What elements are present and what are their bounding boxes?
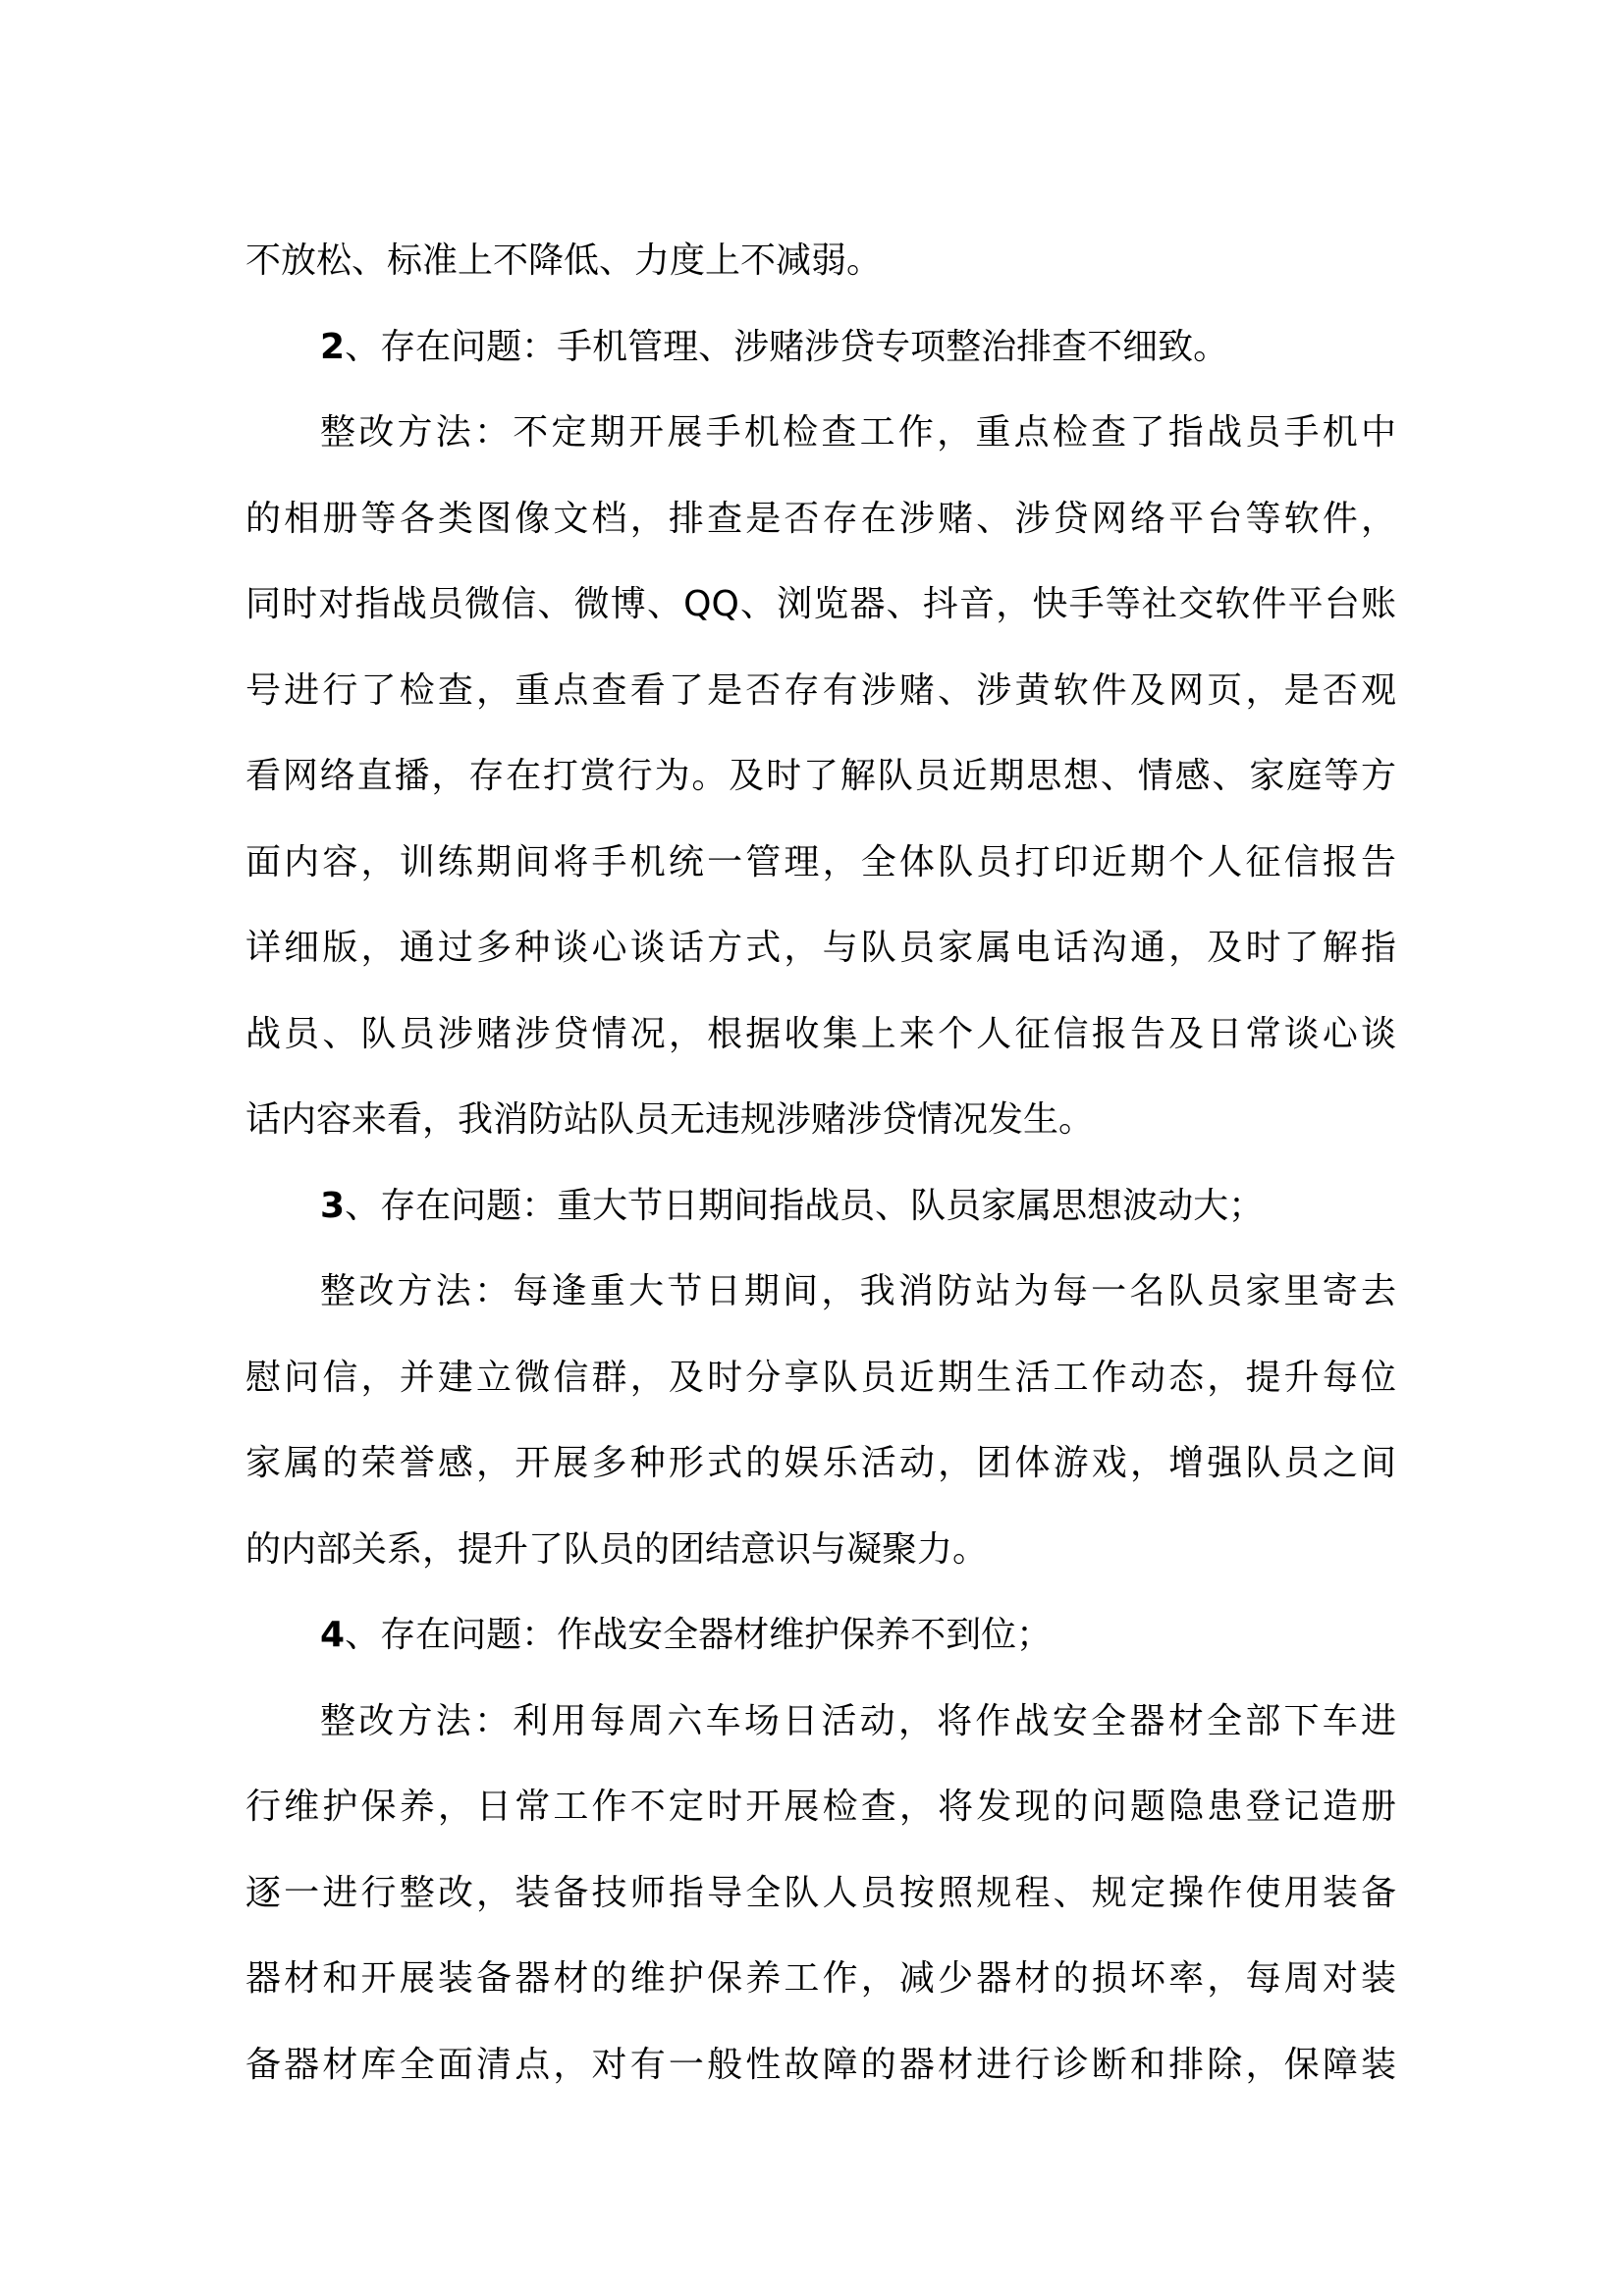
text-line: 整改方法：利用每周六车场日活动，将作战安全器材全部下车进: [320, 1700, 1396, 1741]
heading-text: 、存在问题：作战安全器材维护保养不到位；: [345, 1615, 1053, 1655]
text-line: 看网络直播，存在打赏行为。及时了解队员近期思想、情感、家庭等方: [245, 756, 1396, 796]
text-line: 逐一进行整改，装备技师指导全队人员按照规程、规定操作使用装备: [245, 1872, 1396, 1913]
text-line: 详细版，通过多种谈心谈话方式，与队员家属电话沟通，及时了解指: [245, 928, 1396, 968]
text-line: 备器材库全面清点，对有一般性故障的器材进行诊断和排除，保障装: [245, 2044, 1396, 2085]
text-line: 不放松、标准上不降低、力度上不减弱。: [245, 240, 883, 281]
text-line: 话内容来看，我消防站队员无违规涉赌涉贷情况发生。: [245, 1099, 1095, 1140]
item-number: 3: [320, 1185, 346, 1226]
text-line: 面内容，训练期间将手机统一管理，全体队员打印近期个人征信报告: [245, 841, 1396, 882]
text-line: 同时对指战员微信、微博、QQ、浏览器、抖音，快手等社交软件平台账: [245, 584, 1396, 624]
text-line: 整改方法：每逢重大节日期间，我消防站为每一名队员家里寄去: [320, 1271, 1396, 1311]
text-line: 的相册等各类图像文档，排查是否存在涉赌、涉贷网络平台等软件，: [245, 498, 1396, 539]
text-line: 慰问信，并建立微信群，及时分享队员近期生活工作动态，提升每位: [245, 1357, 1396, 1398]
item-number: 4: [320, 1615, 346, 1655]
heading-text: 、存在问题：手机管理、涉赌涉贷专项整治排查不细致。: [345, 326, 1229, 367]
text-line: 战员、队员涉赌涉贷情况，根据收集上来个人征信报告及日常谈心谈: [245, 1013, 1396, 1054]
problem-heading-4: [245, 1592, 1396, 1679]
item-number: 2: [320, 326, 346, 367]
heading-text: 、存在问题：重大节日期间指战员、队员家属思想波动大；: [345, 1185, 1265, 1226]
document-body: [245, 218, 1396, 2108]
text-line: 行维护保养，日常工作不定时开展检查，将发现的问题隐患登记造册: [245, 1787, 1396, 1827]
text-line: 整改方法：不定期开展手机检查工作，重点检查了指战员手机中: [320, 412, 1396, 453]
text-line: 的内部关系，提升了队员的团结意识与凝聚力。: [245, 1528, 989, 1570]
text-line: 家属的荣誉感，开展多种形式的娱乐活动，团体游戏，增强队员之间: [245, 1443, 1396, 1483]
problem-heading-3: [245, 1163, 1396, 1250]
text-line: 器材和开展装备器材的维护保养工作，减少器材的损坏率，每周对装: [245, 1958, 1396, 1999]
problem-heading-2: [245, 304, 1396, 391]
text-line: 号进行了检查，重点查看了是否存有涉赌、涉黄软件及网页，是否观: [245, 669, 1396, 711]
